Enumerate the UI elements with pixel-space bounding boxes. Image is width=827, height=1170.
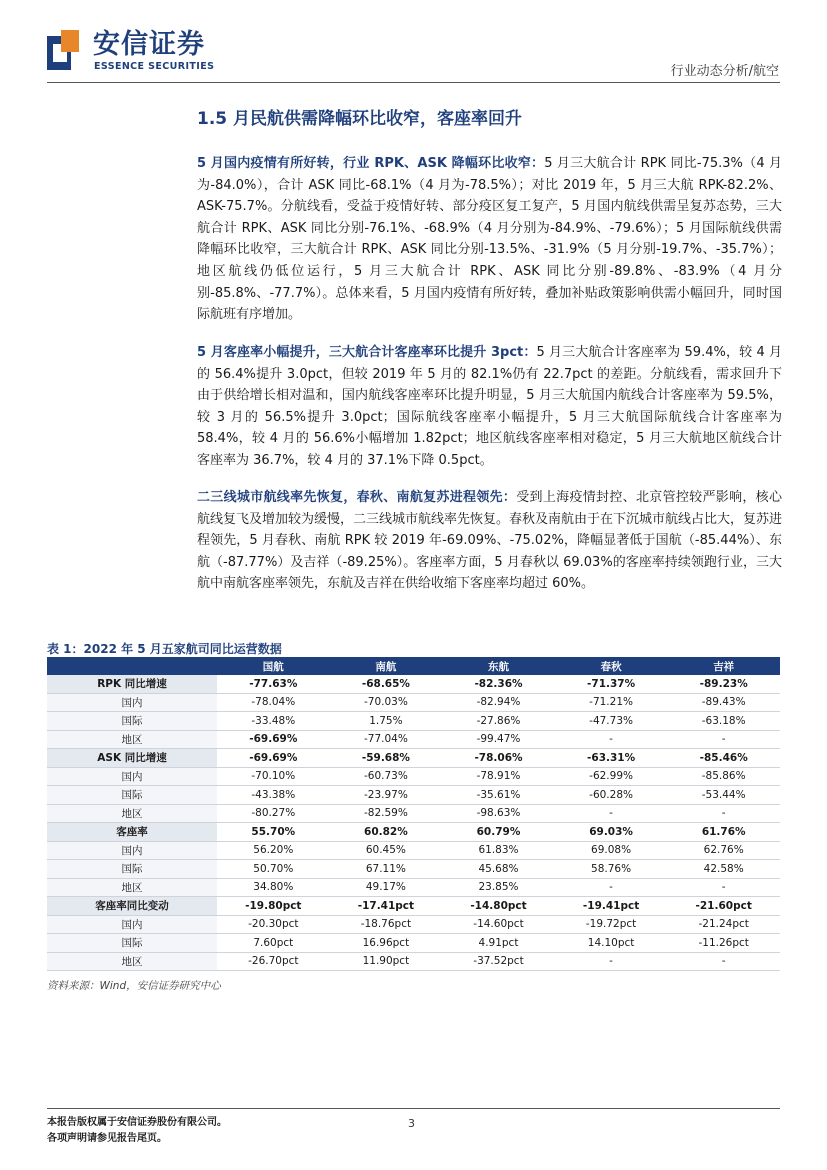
row-label: 国内 — [47, 841, 217, 860]
table-source: 资料来源：Wind，安信证券研究中心 — [47, 980, 221, 992]
paragraph-2-body: 5 月三大航合计客座率为 59.4%，较 4 月的 56.4%提升 3.0pct，但较 2019 年 5 月的 82.1%仍有 22.7pct 的差距。分航线看，需求回升下由于供给增长相对温和，国内航线客座率环比提升明显，5 月三大航国内航线合计客座率为 59.5%，较 3 月的 56.5%提升 3.0pct；国际航线客座率小幅提升，5 月三大航国际航线合计客座率为 58.4%，较 4 月的 56.6%小幅增加 1.82pct；地区航线客座率相对稳定，5 月三大航地区航线合计客座率为 36.7%，较 4 月的 37.1%下降 0.5pct。 — [197, 345, 782, 468]
table-cell: -60.28% — [555, 786, 668, 805]
table-header-row — [47, 657, 780, 675]
table-row — [47, 804, 780, 823]
table-cell: -33.48% — [217, 712, 330, 731]
row-label: ASK 同比增速 — [47, 749, 217, 768]
paragraph-1-body: 5 月三大航合计 RPK 同比-75.3%（4 月为-84.0%），合计 ASK 同比-68.1%（4 月为-78.5%）；对比 2019 年，5 月三大航 RPK-82.2%、ASK-75.7%。分航线看，受益于疫情好转、部分疫区复工复产，5 月国内航线供需呈复苏态势，三大航合计 RPK、ASK 同比分别-76.1%、-68.9%（4 月分别为-84.9%、-79.6%）；5 月国际航线供需降幅环比收窄，三大航合计 RPK、ASK 同比分别-13.5%、-31.9%（5 月分别-19.7%、-35.7%）；地区航线仍低位运行，5 月三大航合计 RPK、ASK 同比分别-89.8%、-83.9%（4 月分别-85.8%、-77.7%）。总体来看，5 月国内疫情有所好转，叠加补贴政策影响供需小幅回升，同时国际航班有序增加。 — [197, 156, 782, 323]
table-row — [47, 841, 780, 860]
footer-line-2: 各项声明请参见报告尾页。 — [47, 1133, 167, 1144]
row-label: RPK 同比增速 — [47, 675, 217, 693]
table-cell: 42.58% — [667, 860, 780, 879]
row-label: 国内 — [47, 915, 217, 934]
table-cell: -26.70pct — [217, 952, 330, 971]
table-cell: 61.76% — [667, 823, 780, 842]
table-header-cell: 东航 — [442, 657, 555, 675]
table-cell: 1.75% — [330, 712, 443, 731]
table-cell: 55.70% — [217, 823, 330, 842]
page-number: 3 — [408, 1117, 415, 1130]
table-cell: -78.91% — [442, 767, 555, 786]
table-cell: -77.04% — [330, 730, 443, 749]
table-cell: -89.43% — [667, 693, 780, 712]
table-cell: 34.80% — [217, 878, 330, 897]
table-title: 表 1：2022 年 5 月五家航司同比运营数据 — [47, 642, 282, 656]
table-cell: -82.36% — [442, 675, 555, 693]
table-cell: -77.63% — [217, 675, 330, 693]
table-row — [47, 675, 780, 693]
table-cell: -99.47% — [442, 730, 555, 749]
footer-disclaimer — [47, 1115, 227, 1147]
table-cell: -85.86% — [667, 767, 780, 786]
table-row — [47, 915, 780, 934]
table-cell: -71.21% — [555, 693, 668, 712]
table-header-cell — [47, 657, 217, 675]
table-cell: -23.97% — [330, 786, 443, 805]
table-cell: - — [555, 878, 668, 897]
operations-table — [47, 657, 780, 971]
table-cell: -80.27% — [217, 804, 330, 823]
header-divider — [47, 82, 780, 83]
table-cell: 61.83% — [442, 841, 555, 860]
table-cell: -47.73% — [555, 712, 668, 731]
row-label: 客座率同比变动 — [47, 897, 217, 916]
table-row — [47, 823, 780, 842]
logo-text-cn: 安信证券 — [93, 29, 205, 60]
report-type: 行业动态分析/航空 — [670, 64, 779, 79]
row-label: 国内 — [47, 693, 217, 712]
table-row — [47, 693, 780, 712]
table-cell: -82.59% — [330, 804, 443, 823]
table-cell: -35.61% — [442, 786, 555, 805]
table-cell: -69.69% — [217, 730, 330, 749]
table-cell: -70.10% — [217, 767, 330, 786]
table-cell: -60.73% — [330, 767, 443, 786]
paragraph-2-lead: 5 月客座率小幅提升，三大航合计客座率环比提升 3pct： — [197, 345, 537, 360]
row-label: 地区 — [47, 804, 217, 823]
section-title: 1.5 月民航供需降幅环比收窄，客座率回升 — [197, 109, 523, 129]
table-cell: -89.23% — [667, 675, 780, 693]
table-cell: 45.68% — [442, 860, 555, 879]
table-cell: -11.26pct — [667, 934, 780, 953]
essence-logo-icon — [47, 30, 79, 70]
table-row — [47, 934, 780, 953]
table-cell: - — [667, 952, 780, 971]
table-cell: -68.65% — [330, 675, 443, 693]
paragraph-1-lead: 5 月国内疫情有所好转，行业 RPK、ASK 降幅环比收窄： — [197, 156, 545, 171]
footer-divider — [47, 1108, 780, 1109]
table-cell: -63.18% — [667, 712, 780, 731]
table-cell: -18.76pct — [330, 915, 443, 934]
row-label: 国际 — [47, 860, 217, 879]
table-cell: -21.60pct — [667, 897, 780, 916]
row-label: 国际 — [47, 786, 217, 805]
table-cell: -19.41pct — [555, 897, 668, 916]
footer-line-1: 本报告版权属于安信证券股份有限公司。 — [47, 1117, 227, 1128]
table-cell: -78.06% — [442, 749, 555, 768]
table-cell: 7.60pct — [217, 934, 330, 953]
table-cell: -43.38% — [217, 786, 330, 805]
row-label: 客座率 — [47, 823, 217, 842]
table-cell: - — [555, 804, 668, 823]
table-cell: -17.41pct — [330, 897, 443, 916]
row-label: 地区 — [47, 952, 217, 971]
table-cell: - — [555, 952, 668, 971]
table-header-cell: 国航 — [217, 657, 330, 675]
table-row — [47, 786, 780, 805]
table-cell: 69.03% — [555, 823, 668, 842]
table-row — [47, 749, 780, 768]
table-cell: -19.72pct — [555, 915, 668, 934]
logo-text-en: ESSENCE SECURITIES — [94, 61, 215, 72]
table-cell: -71.37% — [555, 675, 668, 693]
table-cell: 67.11% — [330, 860, 443, 879]
table-cell: -14.80pct — [442, 897, 555, 916]
paragraph-3-lead: 二三线城市航线率先恢复，春秋、南航复苏进程领先： — [197, 490, 517, 505]
table-cell: 23.85% — [442, 878, 555, 897]
row-label: 国际 — [47, 934, 217, 953]
table-cell: - — [555, 730, 668, 749]
table-cell: 60.45% — [330, 841, 443, 860]
table-header-cell: 南航 — [330, 657, 443, 675]
table-cell: -19.80pct — [217, 897, 330, 916]
table-cell: 56.20% — [217, 841, 330, 860]
table-cell: 14.10pct — [555, 934, 668, 953]
table-cell: -53.44% — [667, 786, 780, 805]
table-row — [47, 730, 780, 749]
table-cell: -78.04% — [217, 693, 330, 712]
paragraph-1 — [197, 153, 782, 326]
table-cell: -37.52pct — [442, 952, 555, 971]
table-cell: 60.79% — [442, 823, 555, 842]
table-cell: 62.76% — [667, 841, 780, 860]
table-cell: -20.30pct — [217, 915, 330, 934]
table-cell: 11.90pct — [330, 952, 443, 971]
table-cell: -69.69% — [217, 749, 330, 768]
row-label: 国际 — [47, 712, 217, 731]
paragraph-2 — [197, 342, 782, 472]
table-cell: -70.03% — [330, 693, 443, 712]
row-label: 地区 — [47, 730, 217, 749]
table-cell: -82.94% — [442, 693, 555, 712]
table-row — [47, 952, 780, 971]
table-row — [47, 860, 780, 879]
table-row — [47, 878, 780, 897]
table-cell: 49.17% — [330, 878, 443, 897]
table-cell: 60.82% — [330, 823, 443, 842]
table-cell: - — [667, 804, 780, 823]
table-cell: -85.46% — [667, 749, 780, 768]
table-cell: 4.91pct — [442, 934, 555, 953]
table-cell: - — [667, 730, 780, 749]
table-cell: 69.08% — [555, 841, 668, 860]
row-label: 地区 — [47, 878, 217, 897]
table-cell: -62.99% — [555, 767, 668, 786]
table-cell: - — [667, 878, 780, 897]
table-cell: -21.24pct — [667, 915, 780, 934]
table-row — [47, 767, 780, 786]
table-row — [47, 897, 780, 916]
table-cell: 58.76% — [555, 860, 668, 879]
table-cell: -59.68% — [330, 749, 443, 768]
table-cell: -98.63% — [442, 804, 555, 823]
table-header-cell: 吉祥 — [667, 657, 780, 675]
table-cell: -27.86% — [442, 712, 555, 731]
table-header-cell: 春秋 — [555, 657, 668, 675]
table-cell: -63.31% — [555, 749, 668, 768]
paragraph-3 — [197, 487, 782, 595]
table-cell: 50.70% — [217, 860, 330, 879]
row-label: 国内 — [47, 767, 217, 786]
table-cell: -14.60pct — [442, 915, 555, 934]
table-row — [47, 712, 780, 731]
paragraph-3-body: 受到上海疫情封控、北京管控较严影响，核心航线复飞及增加较为缓慢，二三线城市航线率先恢复。春秋及南航由于在下沉城市航线占比大，复苏进程领先，5 月春秋、南航 RPK 较 2019 年-69.09%、-75.02%，降幅显著低于国航（-85.44%）、东航（-87.77%）及吉祥（-89.25%）。客座率方面，5 月春秋以 69.03%的客座率持续领跑行业，三大航中南航客座率领先，东航及吉祥在供给收缩下客座率均超过 60%。 — [197, 490, 783, 592]
table-cell: 16.96pct — [330, 934, 443, 953]
